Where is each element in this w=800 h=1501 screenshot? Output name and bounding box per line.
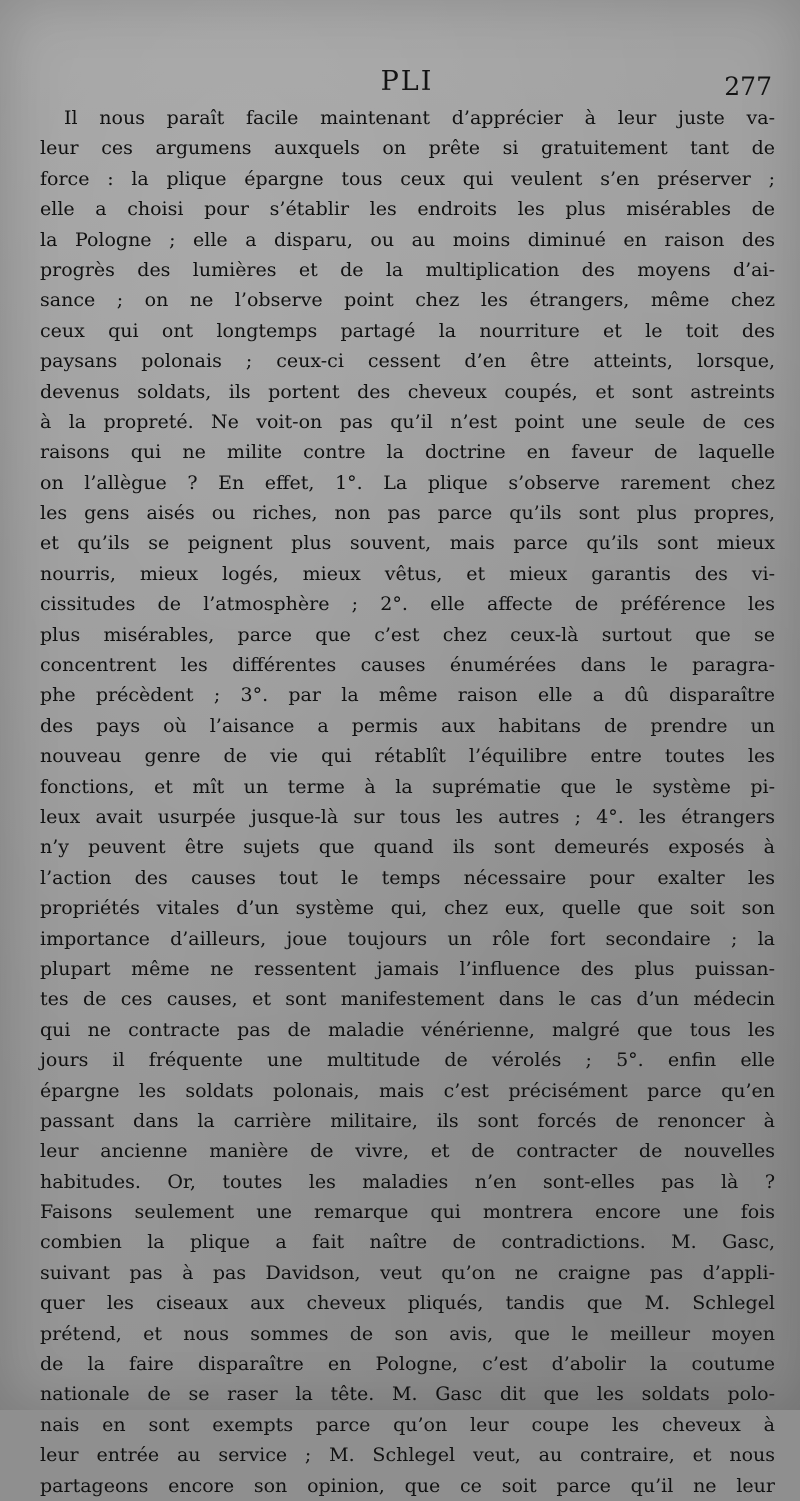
text-line: jours il fréquente une multitude de vérolés ; 5°. enfin elle bbox=[40, 1049, 775, 1072]
text-line: sance ; on ne l’observe point chez les étrangers, même chez bbox=[40, 289, 775, 312]
text-line: n’y peuvent être sujets que quand ils sont demeurés exposés à bbox=[40, 836, 775, 859]
text-line: Faisons seulement une remarque qui montrera encore une fois bbox=[40, 1201, 775, 1224]
text-line: l’action des causes tout le temps nécessaire pour exalter les bbox=[40, 866, 775, 889]
text-line: prétend, et nous sommes de son avis, que le meilleur moyen bbox=[40, 1322, 775, 1345]
text-line: plupart même ne ressentent jamais l’influence des plus puissan- bbox=[40, 957, 775, 980]
text-line: qui ne contracte pas de maladie vénérienne, malgré que tous les bbox=[40, 1018, 775, 1041]
text-line: épargne les soldats polonais, mais c’est précisément parce qu’en bbox=[40, 1079, 775, 1102]
text-line: devenus soldats, ils portent des cheveux coupés, et sont astreints bbox=[40, 380, 775, 403]
body-text bbox=[40, 103, 775, 1501]
text-line: concentrent les différentes causes énumérées dans le paragra- bbox=[40, 654, 775, 677]
text-line: propriétés vitales d’un système qui, chez eux, quelle que soit son bbox=[40, 897, 775, 920]
text-line: les gens aisés ou riches, non pas parce qu’ils sont plus propres, bbox=[40, 502, 775, 525]
text-line: force : la plique épargne tous ceux qui veulent s’en préserver ; bbox=[40, 167, 775, 190]
text-line: combien la plique a fait naître de contradictions. M. Gasc, bbox=[40, 1231, 775, 1254]
text-line: habitudes. Or, toutes les maladies n’en sont-elles pas là ? bbox=[40, 1170, 775, 1193]
text-line: importance d’ailleurs, joue toujours un rôle fort secondaire ; la bbox=[40, 927, 775, 950]
text-line: à la propreté. Ne voit-on pas qu’il n’est point une seule de ces bbox=[40, 410, 775, 433]
text-line: des pays où l’aisance a permis aux habitans de prendre un bbox=[40, 714, 775, 737]
text-line: plus misérables, parce que c’est chez ceux-là surtout que se bbox=[40, 623, 775, 646]
text-line: elle a choisi pour s’établir les endroits les plus misérables de bbox=[40, 198, 775, 221]
text-line: leur entrée au service ; M. Schlegel veut, au contraire, et nous bbox=[40, 1444, 775, 1467]
text-line: tes de ces causes, et sont manifestement dans le cas d’un médecin bbox=[40, 988, 775, 1011]
text-line: nouveau genre de vie qui rétablît l’équilibre entre toutes les bbox=[40, 745, 775, 768]
text-line: cissitudes de l’atmosphère ; 2°. elle affecte de préférence les bbox=[40, 593, 775, 616]
text-line: paysans polonais ; ceux-ci cessent d’en être atteints, lorsque, bbox=[40, 350, 775, 373]
text-line: ceux qui ont longtemps partagé la nourriture et le toit des bbox=[40, 319, 775, 342]
text-line: leux avait usurpée jusque-là sur tous les autres ; 4°. les étrangers bbox=[40, 805, 775, 828]
text-line: de la faire disparaître en Pologne, c’est d’abolir la coutume bbox=[40, 1353, 775, 1376]
running-head bbox=[42, 66, 772, 106]
text-line: raisons qui ne milite contre la doctrine en faveur de laquelle bbox=[40, 441, 775, 464]
text-line: leur ces argumens auxquels on prête si gratuitement tant de bbox=[40, 137, 775, 160]
text-line: fonctions, et mît un terme à la suprématie que le système pi- bbox=[40, 775, 775, 798]
text-line: la Pologne ; elle a disparu, ou au moins diminué en raison des bbox=[40, 228, 775, 251]
text-line: suivant pas à pas Davidson, veut qu’on ne craigne pas d’appli- bbox=[40, 1261, 775, 1284]
text-line: on l’allègue ? En effet, 1°. La plique s’observe rarement chez bbox=[40, 471, 775, 494]
text-line: phe précèdent ; 3°. par la même raison elle a dû disparaître bbox=[40, 684, 775, 707]
text-line: nationale de se raser la tête. M. Gasc dit que les soldats polo- bbox=[40, 1383, 775, 1406]
text-line: et qu’ils se peignent plus souvent, mais parce qu’ils sont mieux bbox=[40, 532, 775, 555]
running-title: PLI bbox=[380, 66, 434, 97]
text-line: leur ancienne manière de vivre, et de contracter de nouvelles bbox=[40, 1140, 775, 1163]
text-line: progrès des lumières et de la multiplication des moyens d’ai- bbox=[40, 258, 775, 281]
text-line: passant dans la carrière militaire, ils sont forcés de renoncer à bbox=[40, 1109, 775, 1132]
text-line: partageons encore son opinion, que ce soit parce qu’il ne leur bbox=[40, 1474, 775, 1497]
text-line: Il nous paraît facile maintenant d’apprécier à leur juste va- bbox=[64, 107, 775, 129]
text-line: quer les ciseaux aux cheveux pliqués, tandis que M. Schlegel bbox=[40, 1292, 775, 1315]
text-line: nourris, mieux logés, mieux vêtus, et mieux garantis des vi- bbox=[40, 562, 775, 585]
page-number: 277 bbox=[724, 72, 772, 101]
text-line: nais en sont exempts parce qu’on leur coupe les cheveux à bbox=[40, 1413, 775, 1436]
